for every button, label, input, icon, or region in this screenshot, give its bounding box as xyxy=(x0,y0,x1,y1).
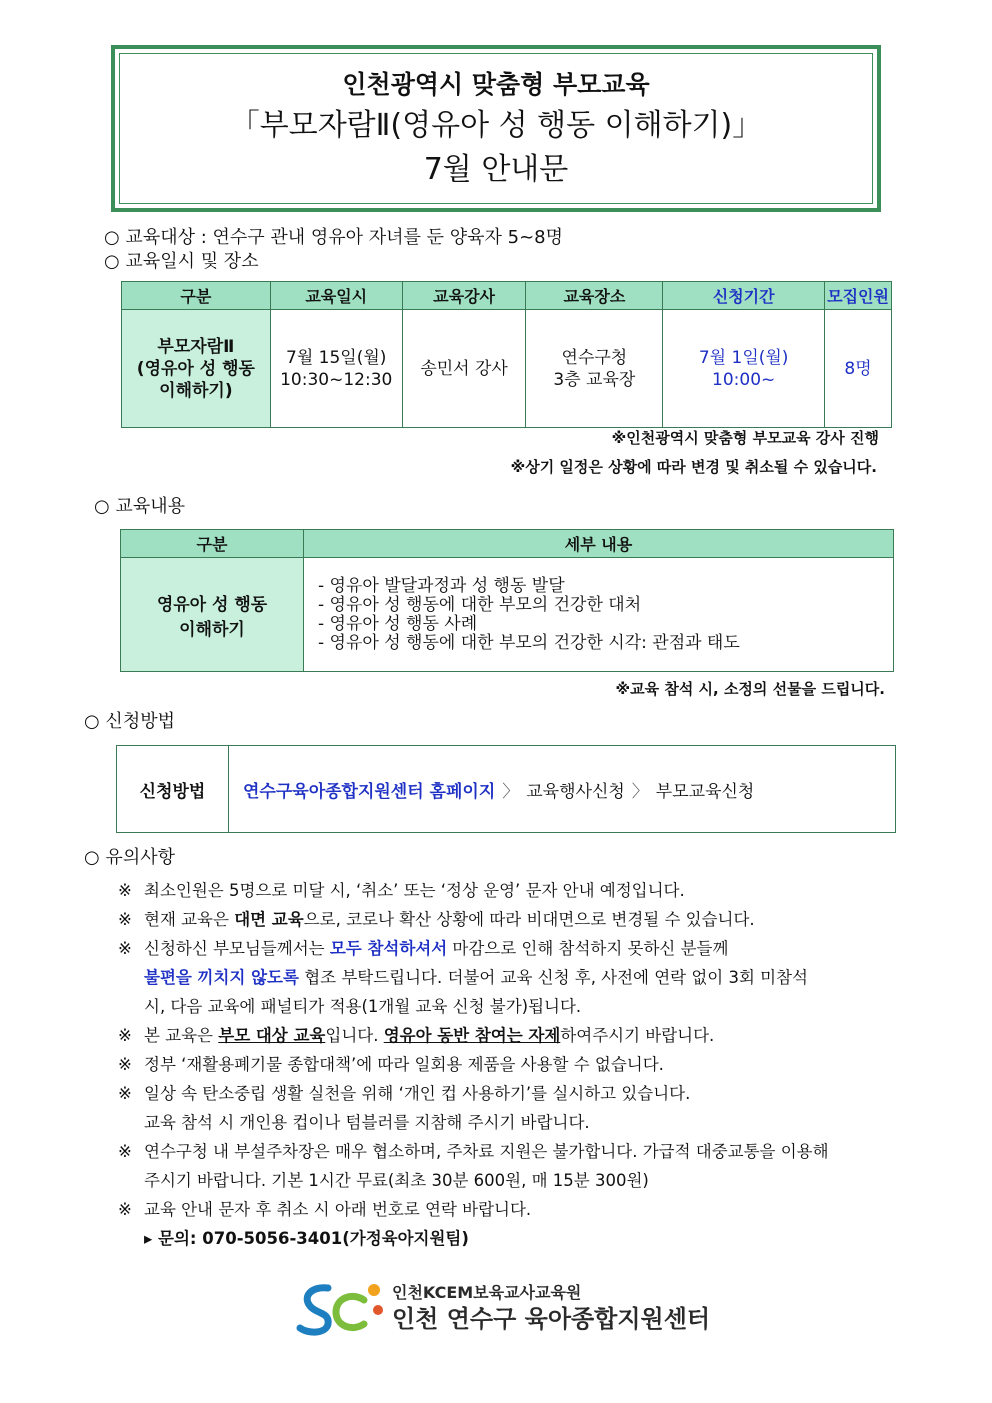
bullet-target: ○ 교육대상 : 연수구 관내 영유아 자녀를 둔 양육자 5~8명 xyxy=(104,227,564,248)
content-row xyxy=(121,558,894,672)
datetime-date: 7월 15일(월) xyxy=(286,347,387,368)
note-mark: ※ xyxy=(118,1084,132,1103)
notice-emphasis: 모두 참석하셔서 xyxy=(329,939,448,958)
schedule-note-lecturer: ※인천광역시 맞춤형 부모교육 강사 진행 xyxy=(611,429,879,447)
notice-text-part: 본 교육은 xyxy=(144,1026,219,1045)
note-mark: ※ xyxy=(118,910,132,929)
bullet-notice: ○ 유의사항 xyxy=(84,847,175,868)
content-item: - 영유아 발달과정과 성 행동 발달 xyxy=(318,575,565,596)
datetime-time: 10:30~12:30 xyxy=(280,369,393,390)
schedule-header-row xyxy=(122,282,892,310)
notice-item xyxy=(118,1195,928,1224)
bullet-content: ○ 교육내용 xyxy=(94,496,185,517)
apply-homepage-link[interactable]: 연수구육아종합지원센터 홈페이지 xyxy=(243,781,496,802)
place-cell xyxy=(526,310,663,428)
content-category-line: 이해하기 xyxy=(179,619,245,640)
note-mark: ※ xyxy=(118,1142,132,1161)
notice-emphasis: 부모 대상 교육 xyxy=(218,1026,326,1045)
notice-text xyxy=(144,905,928,934)
header-period: 신청기간 xyxy=(663,282,825,310)
notice-text: 연수구청 내 부설주차장은 매우 협소하며, 주차료 지원은 불가합니다. 가급적 대중교통을 이용해 xyxy=(144,1142,829,1161)
header-datetime: 교육일시 xyxy=(270,282,402,310)
notice-text-part: 입니다. xyxy=(325,1026,384,1045)
notice-text-part: 신청하신 부모님들께서는 xyxy=(144,939,330,958)
notice-item xyxy=(118,934,928,963)
header-lecturer: 교육강사 xyxy=(402,282,526,310)
center-logo-icon xyxy=(294,1278,386,1338)
notice-text: 정부 ‘재활용폐기물 종합대책’에 따라 일회용 제품을 사용할 수 없습니다. xyxy=(144,1055,664,1074)
content-item: - 영유아 성 행동에 대한 부모의 건강한 대처 xyxy=(318,594,642,615)
program-line: 이해하기) xyxy=(159,380,233,401)
notice-text: 일상 속 탄소중립 생활 실천을 위해 ‘개인 컵 사용하기’를 실시하고 있습니다. xyxy=(144,1084,691,1103)
period-date: 7월 1일(월) xyxy=(698,347,789,368)
contact-info: ▸ 문의: 070-5056-3401(가정육아지원팀) xyxy=(144,1229,469,1248)
notice-continuation xyxy=(118,963,928,992)
notice-item xyxy=(118,1021,928,1050)
note-mark: ※ xyxy=(118,1200,132,1219)
schedule-table xyxy=(121,281,892,428)
content-note-gift: ※교육 참석 시, 소정의 선물을 드립니다. xyxy=(615,680,885,698)
apply-step-event: 교육행사신청 xyxy=(526,781,625,802)
notice-text-part: 현재 교육은 xyxy=(144,910,235,929)
note-mark: ※ xyxy=(118,1026,132,1045)
notice-text xyxy=(144,934,928,963)
notice-item xyxy=(118,905,928,934)
note-mark: ※ xyxy=(118,939,132,958)
notice-emphasis: 영유아 동반 참여는 자제 xyxy=(383,1026,561,1045)
header-category: 구분 xyxy=(122,282,271,310)
capacity-cell: 8명 xyxy=(825,310,892,428)
logo-center-name: 인천 연수구 육아종합지원센터 xyxy=(392,1305,711,1333)
notice-continuation: 시, 다음 교육에 패널티가 적용(1개월 교육 신청 불가)됩니다. xyxy=(144,997,582,1016)
notice-continuation: 주시기 바랍니다. 기본 1시간 무료(최초 30분 600원, 매 15분 300원) xyxy=(144,1171,649,1190)
apply-box xyxy=(116,745,896,833)
notice-list xyxy=(118,876,928,1253)
title-box xyxy=(111,45,881,212)
apply-path xyxy=(229,746,754,832)
notice-text-part: 하여주시기 바랍니다. xyxy=(560,1026,715,1045)
title-line3: 7월 안내문 xyxy=(423,151,569,187)
notice-text-part: 으로, 코로나 확산 상황에 따라 비대면으로 변경될 수 있습니다. xyxy=(303,910,755,929)
lecturer-cell: 송민서 강사 xyxy=(402,310,526,428)
note-mark: ※ xyxy=(118,1055,132,1074)
content-table xyxy=(120,529,894,672)
program-line: 부모자람Ⅱ xyxy=(157,336,235,357)
chevron-right-icon: 〉 xyxy=(631,781,649,802)
content-header-detail: 세부 내용 xyxy=(304,530,894,558)
notice-text: 최소인원은 5명으로 미달 시, ‘취소’ 또는 ‘정상 운영’ 문자 안내 예정입니다. xyxy=(144,881,685,900)
center-logo-text xyxy=(392,1282,710,1334)
schedule-row xyxy=(122,310,892,428)
title-inner xyxy=(119,53,873,204)
notice-item xyxy=(118,1079,928,1108)
title-line2: 「부모자람Ⅱ(영유아 성 행동 이해하기)」 xyxy=(229,107,763,143)
bullet-datetime: ○ 교육일시 및 장소 xyxy=(104,251,259,272)
notice-item xyxy=(118,876,928,905)
content-list xyxy=(304,577,893,653)
title-line1: 인천광역시 맞춤형 부모교육 xyxy=(342,69,650,99)
content-category-cell xyxy=(121,558,304,672)
content-item: - 영유아 성 행동 사례 xyxy=(318,613,478,634)
content-item: - 영유아 성 행동에 대한 부모의 건강한 시각: 관점과 태도 xyxy=(318,632,740,653)
period-time: 10:00~ xyxy=(712,369,776,390)
header-capacity: 모집인원 xyxy=(825,282,892,310)
chevron-right-icon: 〉 xyxy=(502,781,520,802)
datetime-cell xyxy=(270,310,402,428)
place-building: 연수구청 xyxy=(561,347,628,368)
place-room: 3층 교육장 xyxy=(553,369,636,390)
notice-text-part: 마감으로 인해 참석하지 못하신 분들께 xyxy=(447,939,729,958)
apply-label: 신청방법 xyxy=(117,746,229,832)
content-header-category: 구분 xyxy=(121,530,304,558)
period-cell xyxy=(663,310,825,428)
notice-continuation: 교육 참석 시 개인용 컵이나 텀블러를 지참해 주시기 바랍니다. xyxy=(144,1113,590,1132)
center-logo xyxy=(294,1278,714,1338)
apply-step-parent: 부모교육신청 xyxy=(655,781,755,802)
program-cell xyxy=(122,310,271,428)
content-header-row xyxy=(121,530,894,558)
bullet-apply: ○ 신청방법 xyxy=(84,711,175,732)
header-place: 교육장소 xyxy=(526,282,663,310)
notice-emphasis: 불편을 끼치지 않도록 xyxy=(144,968,299,987)
notice-text: 교육 안내 문자 후 취소 시 아래 번호로 연락 바랍니다. xyxy=(144,1200,532,1219)
logo-org-name: 인천KCEM보육교사교육원 xyxy=(392,1283,582,1302)
notice-text-part: 협조 부탁드립니다. 더불어 교육 신청 후, 사전에 연락 없이 3회 미참석 xyxy=(298,968,808,987)
notice-emphasis: 대면 교육 xyxy=(234,910,304,929)
program-line: (영유아 성 행동 xyxy=(136,358,255,379)
notice-item xyxy=(118,1050,928,1079)
notice-text xyxy=(144,1021,928,1050)
schedule-note-change: ※상기 일정은 상황에 따라 변경 및 취소될 수 있습니다. xyxy=(510,458,877,476)
notice-item xyxy=(118,1137,928,1166)
note-mark: ※ xyxy=(118,881,132,900)
content-detail-cell xyxy=(304,558,894,672)
content-category-line: 영유아 성 행동 xyxy=(156,594,268,615)
